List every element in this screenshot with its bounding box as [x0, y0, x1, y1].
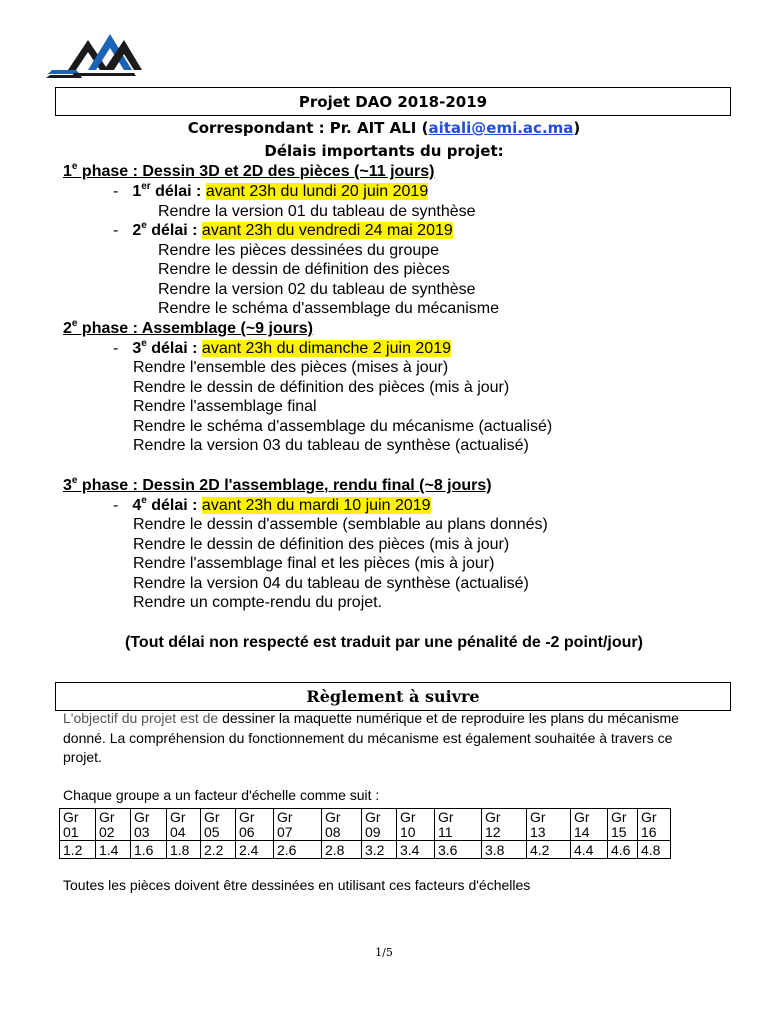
- group-factor-cell: 3.2: [362, 841, 397, 859]
- phase2-heading: 2e phase : Assemblage (~9 jours): [63, 317, 313, 337]
- group-factor-cell: 2.4: [236, 841, 274, 859]
- list-item: Rendre le dessin d'assemble (semblable au plans donnés): [133, 516, 548, 533]
- rules-heading: Règlement à suivre: [55, 682, 731, 711]
- group-factor-cell: 4.4: [571, 841, 608, 859]
- delay4-date: avant 23h du mardi 10 juin 2019: [201, 497, 431, 514]
- list-item: Rendre un compte-rendu du projet.: [133, 594, 383, 611]
- delay3-line: - 3e délai : avant 23h du dimanche 2 juin 2019: [113, 337, 451, 357]
- list-item: Rendre la version 03 du tableau de synthèse (actualisé): [133, 437, 529, 454]
- group-header-cell: Gr 06: [236, 809, 274, 841]
- footer-note: Toutes les pièces doivent être dessinées en utilisant ces facteurs d'échelles: [63, 877, 531, 893]
- delay2-line: - 2e délai : avant 23h du vendredi 24 mai 2019: [113, 219, 453, 239]
- list-item: Rendre l'assemblage final et les pièces (mis à jour): [133, 555, 495, 572]
- group-header-cell: Gr 10: [397, 809, 435, 841]
- delay2-date: avant 23h du vendredi 24 mai 2019: [201, 222, 453, 239]
- delay1-date: avant 23h du lundi 20 juin 2019: [205, 183, 429, 200]
- group-header-cell: Gr 01: [60, 809, 96, 841]
- scale-intro: Chaque groupe a un facteur d'échelle comme suit :: [63, 787, 380, 803]
- penalty-note: (Tout délai non respecté est traduit par une pénalité de -2 point/jour): [125, 634, 643, 651]
- group-header-cell: Gr 15: [608, 809, 638, 841]
- correspondant-email-link[interactable]: aitali@emi.ac.ma: [428, 119, 574, 137]
- school-logo: [44, 26, 144, 82]
- list-item: Rendre le dessin de définition des pièces (mis à jour): [133, 379, 510, 396]
- group-factor-cell: 1.6: [131, 841, 167, 859]
- group-factor-cell: 1.2: [60, 841, 96, 859]
- group-header-cell: Gr 07: [274, 809, 322, 841]
- group-header-cell: Gr 03: [131, 809, 167, 841]
- list-item: Rendre la version 01 du tableau de synthèse: [158, 203, 476, 220]
- group-header-cell: Gr 16: [638, 809, 671, 841]
- group-factor-cell: 2.2: [201, 841, 236, 859]
- group-factor-cell: 3.4: [397, 841, 435, 859]
- group-header-cell: Gr 04: [167, 809, 201, 841]
- phase3-heading: 3e phase : Dessin 2D l'assemblage, rendu final (~8 jours): [63, 474, 492, 494]
- deadlines-heading: Délais importants du projet:: [264, 142, 504, 160]
- delay4-line: - 4e délai : avant 23h du mardi 10 juin 2019: [113, 494, 431, 514]
- list-item: Rendre le dessin de définition des pièces: [158, 261, 450, 278]
- list-item: Rendre les pièces dessinées du groupe: [158, 242, 440, 259]
- project-title: Projet DAO 2018-2019: [55, 87, 731, 116]
- list-item: Rendre le dessin de définition des pièces (mis à jour): [133, 536, 510, 553]
- list-item: Rendre la version 04 du tableau de synthèse (actualisé): [133, 575, 529, 592]
- group-header-cell: Gr 02: [96, 809, 131, 841]
- group-factor-cell: 4.6: [608, 841, 638, 859]
- group-factor-cell: 2.8: [322, 841, 362, 859]
- group-header-cell: Gr 12: [482, 809, 527, 841]
- group-header-cell: Gr 09: [362, 809, 397, 841]
- group-factor-cell: 1.8: [167, 841, 201, 859]
- scale-factor-table: [59, 808, 671, 859]
- group-header-cell: Gr 11: [435, 809, 482, 841]
- list-item: Rendre le schéma d'assemblage du mécanisme (actualisé): [133, 418, 553, 435]
- group-factor-cell: 1.4: [96, 841, 131, 859]
- delay3-date: avant 23h du dimanche 2 juin 2019: [201, 340, 451, 357]
- group-factor-cell: 3.6: [435, 841, 482, 859]
- group-factor-cell: 2.6: [274, 841, 322, 859]
- list-item: Rendre la version 02 du tableau de synthèse: [158, 281, 476, 298]
- page-number: 1/5: [375, 946, 393, 959]
- phase1-heading: 1e phase : Dessin 3D et 2D des pièces (~11 jours): [63, 160, 435, 180]
- group-header-cell: Gr 14: [571, 809, 608, 841]
- group-factor-cell: 3.8: [482, 841, 527, 859]
- group-factor-cell: 4.8: [638, 841, 671, 859]
- list-item: Rendre l'ensemble des pièces (mises à jour): [133, 359, 449, 376]
- objective-paragraph: L'objectif du projet est de dessiner la maquette numérique et de reproduire les plans du mécanisme donné. La compréhension du fonctionnement du mécanisme est également souhaitée à travers ce projet.: [63, 710, 679, 765]
- group-factor-cell: 4.2: [527, 841, 571, 859]
- group-header-cell: Gr 13: [527, 809, 571, 841]
- group-header-cell: Gr 08: [322, 809, 362, 841]
- group-header-cell: Gr 05: [201, 809, 236, 841]
- correspondant-line: Correspondant : Pr. AIT ALI (aitali@emi.ac.ma): [187, 119, 581, 137]
- list-item: Rendre l'assemblage final: [133, 398, 317, 415]
- list-item: Rendre le schéma d'assemblage du mécanisme: [158, 300, 500, 317]
- delay1-line: - 1er délai : avant 23h du lundi 20 juin 2019: [113, 180, 429, 200]
